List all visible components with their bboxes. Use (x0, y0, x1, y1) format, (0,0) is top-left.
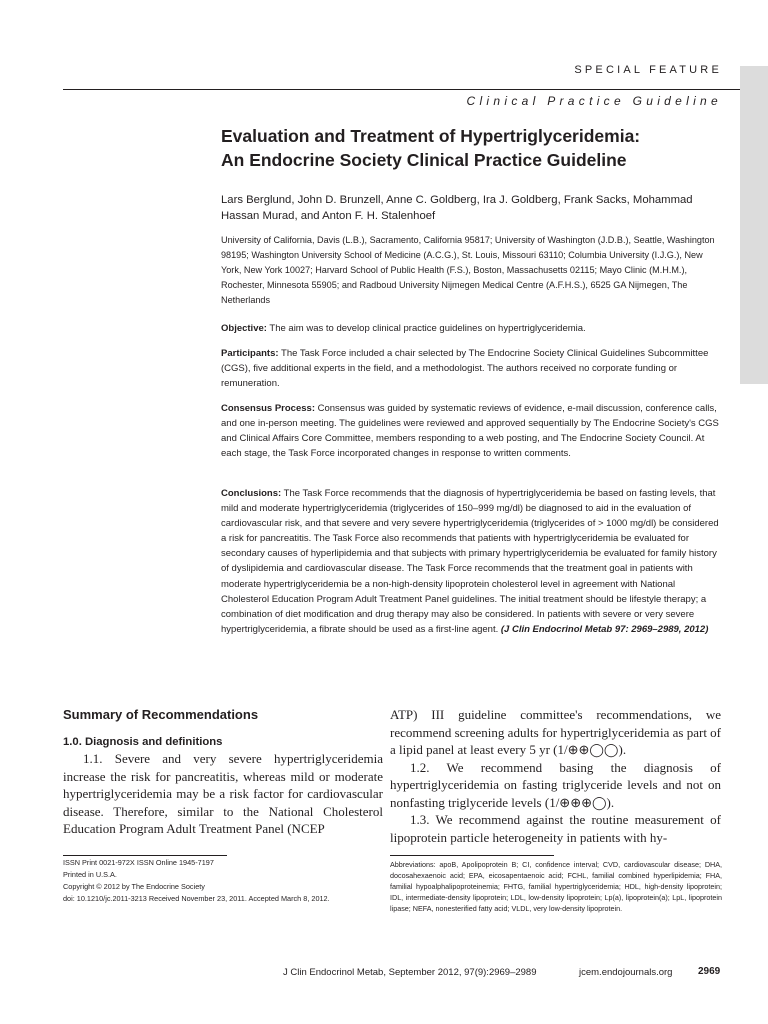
abbreviations-footnote: Abbreviations: apoB, Apolipoprotein B; CI, confidence interval; CVD, cardiovascular disease; DHA, docosahexaenoic acid; EPA, eicosapentaenoic acid; FCHL, familial combined hyperlipidemia; FHA, familial hypoalphalipoproteinemia; FHTG, familial hypertriglyceridemia; HDL, high-density lipoprotein; IDL, intermediate-density lipoprotein; LDL, low-density lipoprotein; Lp(a), lipoprotein(a); LpL, lipoprotein lipase; NEFA, nonesterified fatty acid; VLDL, very low-density lipoprotein. (390, 860, 722, 914)
recommendation-1-2: 1.2. We recommend basing the diagnosis of hypertriglyceridemia on fasting triglyceride levels and not on nonfasting triglyceride levels (1/⊕⊕⊕◯). (390, 759, 721, 810)
footer-journal-citation: J Clin Endocrinol Metab, September 2012, 97(9):2969–2989 (283, 967, 537, 978)
footnote-rule-left (63, 855, 227, 856)
consensus-text: Consensus was guided by systematic reviews of evidence, e-mail discussion, conference calls, and one in-person meeting. The guidelines were reviewed and approved sequentially by The Endocrine Society's CGS and Clinical Affairs Core Committee, members responding to a web posting, and The Endocrine Society Council. At each stage, the Task Force incorporated changes in response to written comments. (221, 403, 719, 460)
summary-heading: Summary of Recommendations (63, 707, 259, 722)
page-number: 2969 (698, 966, 721, 977)
printed-line: Printed in U.S.A. (63, 870, 117, 879)
right-column (390, 706, 721, 846)
objective-text: The aim was to develop clinical practice guidelines on hypertriglyceridemia. (269, 323, 586, 334)
author-list: Lars Berglund, John D. Brunzell, Anne C. Goldberg, Ira J. Goldberg, Frank Sacks, Mohammad Hassan Murad, and Anton F. H. Stalenhoef (221, 194, 693, 222)
recommendation-1-1: 1.1. Severe and very severe hypertriglyceridemia increase the risk for pancreatitis, whereas mild or moderate hypertriglyceridemia may be a risk factor for cardiovascular disease. Therefore, similar to the National Cholesterol Education Program Adult Treatment Panel (NCEP (63, 751, 383, 836)
citation: (J Clin Endocrinol Metab 97: 2969–2989, 2012) (500, 623, 709, 635)
section-heading-diagnosis: 1.0. Diagnosis and definitions (63, 736, 223, 748)
abstract-conclusions (221, 486, 721, 637)
abstract-consensus (221, 401, 721, 461)
copyright-line: Copyright © 2012 by The Endocrine Society (63, 882, 205, 891)
recommendation-1-3: 1.3. We recommend against the routine measurement of lipoprotein particle heterogeneity in patients with hy- (390, 812, 721, 845)
conclusions-text: The Task Force recommends that the diagnosis of hypertriglyceridemia be based on fasting levels, that mild and moderate hypertriglyceridemia (triglycerides of 150–999 mg/dl) be diagnosed to aid in the evaluation of cardiovascular risk, and that severe and very severe hypertriglyceridemia (triglycerides of > 1000 mg/dl) be considered a risk for pancreatitis. The Task Force also recommends that patients with hypertriglyceridemia be evaluated for secondary causes of hyperlipidemia and that subjects with primary hypertriglyceridemia be evaluated for family history of dyslipidemia and cardiovascular disease. The Task Force recommends that the treatment goal in patients with moderate hypertriglyceridemia be a non-high-density lipoprotein cholesterol level in agreement with National Cholesterol Education Program Adult Treatment Panel guidelines. The initial treatment should be lifestyle therapy; a combination of diet modification and drug therapy may also be considered. In patients with severe or very severe hypertriglyceridemia, a fibrate should be used as a first-line agent. (221, 488, 719, 635)
article-title (221, 124, 721, 172)
affiliations: University of California, Davis (L.B.), Sacramento, California 95817; University of Washington (J.D.B.), Seattle, Washington 98195; Washington University School of Medicine (A.C.G.), St. Louis, Missouri 63110; Columbia University (I.J.G.), New York, New York 10027; Harvard School of Public Health (F.S.), Boston, Massachusetts 02115; Mayo Clinic (M.H.M.), Rochester, Minnesota 55905; and Radboud University Nijmegen Medical Centre (A.F.H.S.), 6525 GA Nijmegen, The Netherlands (221, 235, 715, 306)
abstract-participants (221, 346, 721, 391)
recommendation-1-1-continued: ATP) III guideline committee's recommendations, we recommend screening adults for hypertriglyceridemia as part of a lipid panel at least every 5 yr (1/⊕⊕◯◯). (390, 707, 722, 757)
footer-journal-url[interactable]: jcem.endojournals.org (579, 967, 673, 978)
header-rule (63, 89, 740, 90)
consensus-label: Consensus Process: (221, 403, 315, 414)
title-line-1: Evaluation and Treatment of Hypertriglyceridemia: (221, 126, 641, 146)
publication-info (63, 857, 373, 905)
conclusions-label: Conclusions: (221, 488, 282, 499)
objective-label: Objective: (221, 323, 267, 334)
left-column (63, 703, 383, 838)
section-label: Clinical Practice Guideline (466, 94, 722, 108)
participants-label: Participants: (221, 348, 279, 359)
doi-line: doi: 10.1210/jc.2011-3213 Received November 23, 2011. Accepted March 8, 2012. (63, 894, 330, 903)
issn-line: ISSN Print 0021-972X ISSN Online 1945-7197 (63, 858, 214, 867)
participants-text: The Task Force included a chair selected by The Endocrine Society Clinical Guidelines Subcommittee (CGS), five additional experts in the field, and a methodologist. The authors received no corporate funding or remuneration. (221, 348, 709, 390)
abstract-objective (221, 321, 721, 336)
footnote-rule-right (390, 855, 554, 856)
special-feature-label: SPECIAL FEATURE (574, 64, 722, 76)
side-tab (740, 66, 768, 384)
title-line-2: An Endocrine Society Clinical Practice Guideline (221, 150, 627, 170)
